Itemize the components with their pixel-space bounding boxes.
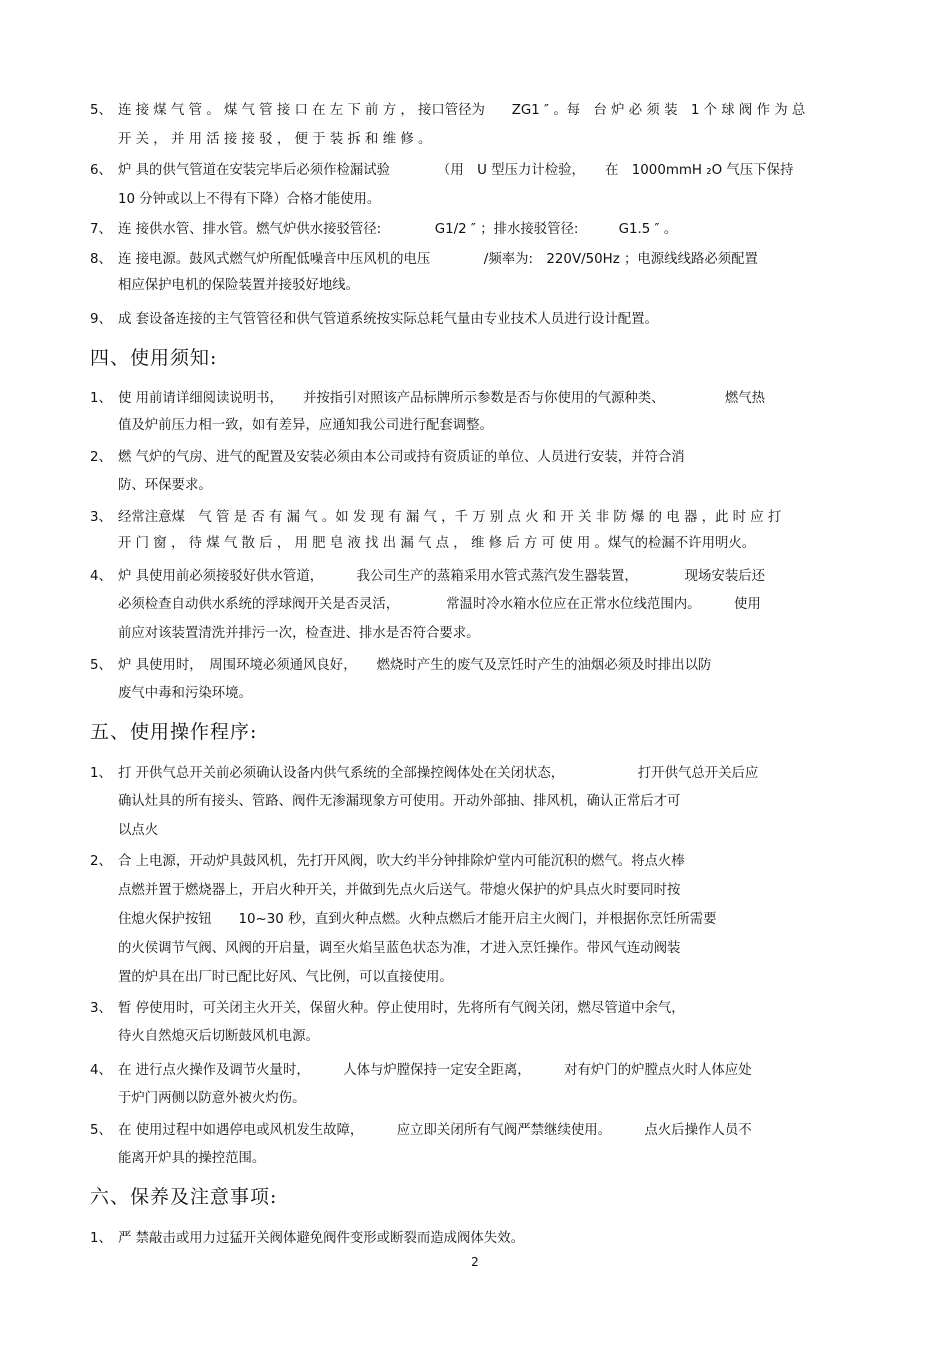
item-number: 9、 — [90, 312, 112, 327]
section-heading: 六、保养及注意事项: — [90, 1186, 278, 1208]
item-text: 置的炉具在出厂时已配比好风、气比例，可以直接使用。 — [118, 970, 453, 985]
item-text: 连 接电源。鼓风式燃气炉所配低噪音中压风机的电压 /频率为: 220V/50Hz ；电源线线路必须配置 — [118, 252, 758, 267]
item-text: 于炉门两侧以防意外被火灼伤。 — [118, 1091, 306, 1106]
item-text: 在 使用过程中如遇停电或风机发生故障， 应立即关闭所有气阀严禁继续使用。 点火后操作人员不 — [118, 1123, 752, 1138]
item-text: 打 开供气总开关前必须确认设备内供气系统的全部操控阀体处在关闭状态， 打开供气总开关后应 — [118, 766, 759, 781]
section-heading: 四、使用须知: — [90, 347, 218, 369]
item-text: 连 接供水管、排水管。燃气炉供水接驳管径: G1/2 ″ ；排水接驳管径: G1.5 ″ 。 — [118, 222, 678, 237]
item-number: 5、 — [90, 103, 112, 118]
section-heading: 五、使用操作程序: — [90, 721, 258, 743]
item-text: 相应保护电机的保险装置并接驳好地线。 — [118, 278, 360, 293]
item-text: 前应对该装置清洗并排污一次，检查进、排水是否符合要求。 — [118, 626, 480, 641]
item-text: 在 进行点火操作及调节火量时， 人体与炉膛保持一定安全距离， 对有炉门的炉膛点火时人体应处 — [118, 1063, 752, 1078]
item-text: 能离开炉具的操控范围。 — [118, 1151, 266, 1166]
item-text: 开 门 窗 ， 待 煤 气 散 后 ， 用 肥 皂 液 找 出 漏 气 点 ， 维 修 后 方 可 使 用 。煤气的检漏不许用明火。 — [118, 536, 756, 551]
item-number: 1、 — [90, 391, 112, 406]
item-text: 炉 具使用时， 周围环境必须通风良好， 燃烧时产生的废气及烹饪时产生的油烟必须及时排出以防 — [118, 658, 712, 673]
item-number: 1、 — [90, 766, 112, 781]
item-text: 经常注意煤 气 管 是 否 有 漏 气 。如 发 现 有 漏 气 ，千 万 别 点 火 和 开 关 非 防 爆 的 电 器 ，此 时 应 打 — [118, 510, 782, 525]
item-text: 确认灶具的所有接头、管路、阀件无渗漏现象方可使用。开动外部抽、排风机，确认正常后才可 — [118, 794, 681, 809]
item-number: 4、 — [90, 569, 112, 584]
item-text: 连 接 煤 气 管 。 煤 气 管 接 口 在 左 下 前 方 ， 接口管径为 ZG1 ″ 。每 台 炉 必 须 装 1 个 球 阀 作 为 总 — [118, 103, 806, 118]
item-text: 点燃并置于燃烧器上，开启火种开关，并做到先点火后送气。带熄火保护的炉具点火时要同时按 — [118, 883, 681, 898]
item-text: 燃 气炉的气房、进气的配置及安装必须由本公司或持有资质证的单位、人员进行安装，并符合消 — [118, 450, 685, 465]
item-number: 2、 — [90, 450, 112, 465]
item-number: 3、 — [90, 510, 112, 525]
item-number: 1、 — [90, 1231, 112, 1246]
page-number: 2 — [471, 1255, 479, 1269]
item-text: 防、环保要求。 — [118, 478, 212, 493]
item-text: 使 用前请详细阅读说明书， 并按指引对照该产品标牌所示参数是否与你使用的气源种类、 燃气热 — [118, 391, 765, 406]
item-number: 7、 — [90, 222, 112, 237]
item-text: 值及炉前压力相一致，如有差异，应通知我公司进行配套调整。 — [118, 418, 493, 433]
item-text: 必须检查自动供水系统的浮球阀开关是否灵活， 常温时冷水箱水位应在正常水位线范围内。 使用 — [118, 597, 761, 612]
item-text: 的火侯调节气阀、风阀的开启量，调至火焰呈蓝色状态为准，才进入烹饪操作。带风气连动阀装 — [118, 941, 681, 956]
item-text: 以点火 — [118, 823, 159, 838]
item-text: 待火自然熄灭后切断鼓风机电源。 — [118, 1029, 319, 1044]
item-text: 暂 停使用时，可关闭主火开关，保留火种。停止使用时，先将所有气阀关闭，燃尽管道中余气， — [118, 1001, 685, 1016]
item-text: 住熄火保护按钮 10~30 秒，直到火种点燃。火种点燃后才能开启主火阀门，并根据你烹饪所需要 — [118, 912, 717, 927]
item-number: 5、 — [90, 658, 112, 673]
item-number: 4、 — [90, 1063, 112, 1078]
item-text: 开 关 ， 并 用 活 接 接 驳 ， 便 于 装 拆 和 维 修 。 — [118, 132, 432, 147]
item-number: 6、 — [90, 163, 112, 178]
item-number: 2、 — [90, 854, 112, 869]
item-number: 3、 — [90, 1001, 112, 1016]
item-text: 严 禁敲击或用力过猛开关阀体避免阀件变形或断裂而造成阀体失效。 — [118, 1231, 524, 1246]
item-text: 炉 具使用前必须接驳好供水管道， 我公司生产的蒸箱采用水管式蒸汽发生器装置， 现场安装后还 — [118, 569, 765, 584]
item-text: 成 套设备连接的主气管管径和供气管道系统按实际总耗气量由专业技术人员进行设计配置。 — [118, 312, 658, 327]
item-text: 废气中毒和污染环境。 — [118, 686, 252, 701]
item-number: 5、 — [90, 1123, 112, 1138]
item-text: 合 上电源，开动炉具鼓风机，先打开风阀，吹大约半分钟排除炉堂内可能沉积的燃气。将点火棒 — [118, 854, 685, 869]
item-text: 10 分钟或以上不得有下降）合格才能使用。 — [118, 192, 381, 207]
item-number: 8、 — [90, 252, 112, 267]
item-text: 炉 具的供气管道在安装完毕后必须作检漏试验 （用 U 型压力计检验， 在 1000mmH ₂O 气压下保持 — [118, 163, 794, 178]
